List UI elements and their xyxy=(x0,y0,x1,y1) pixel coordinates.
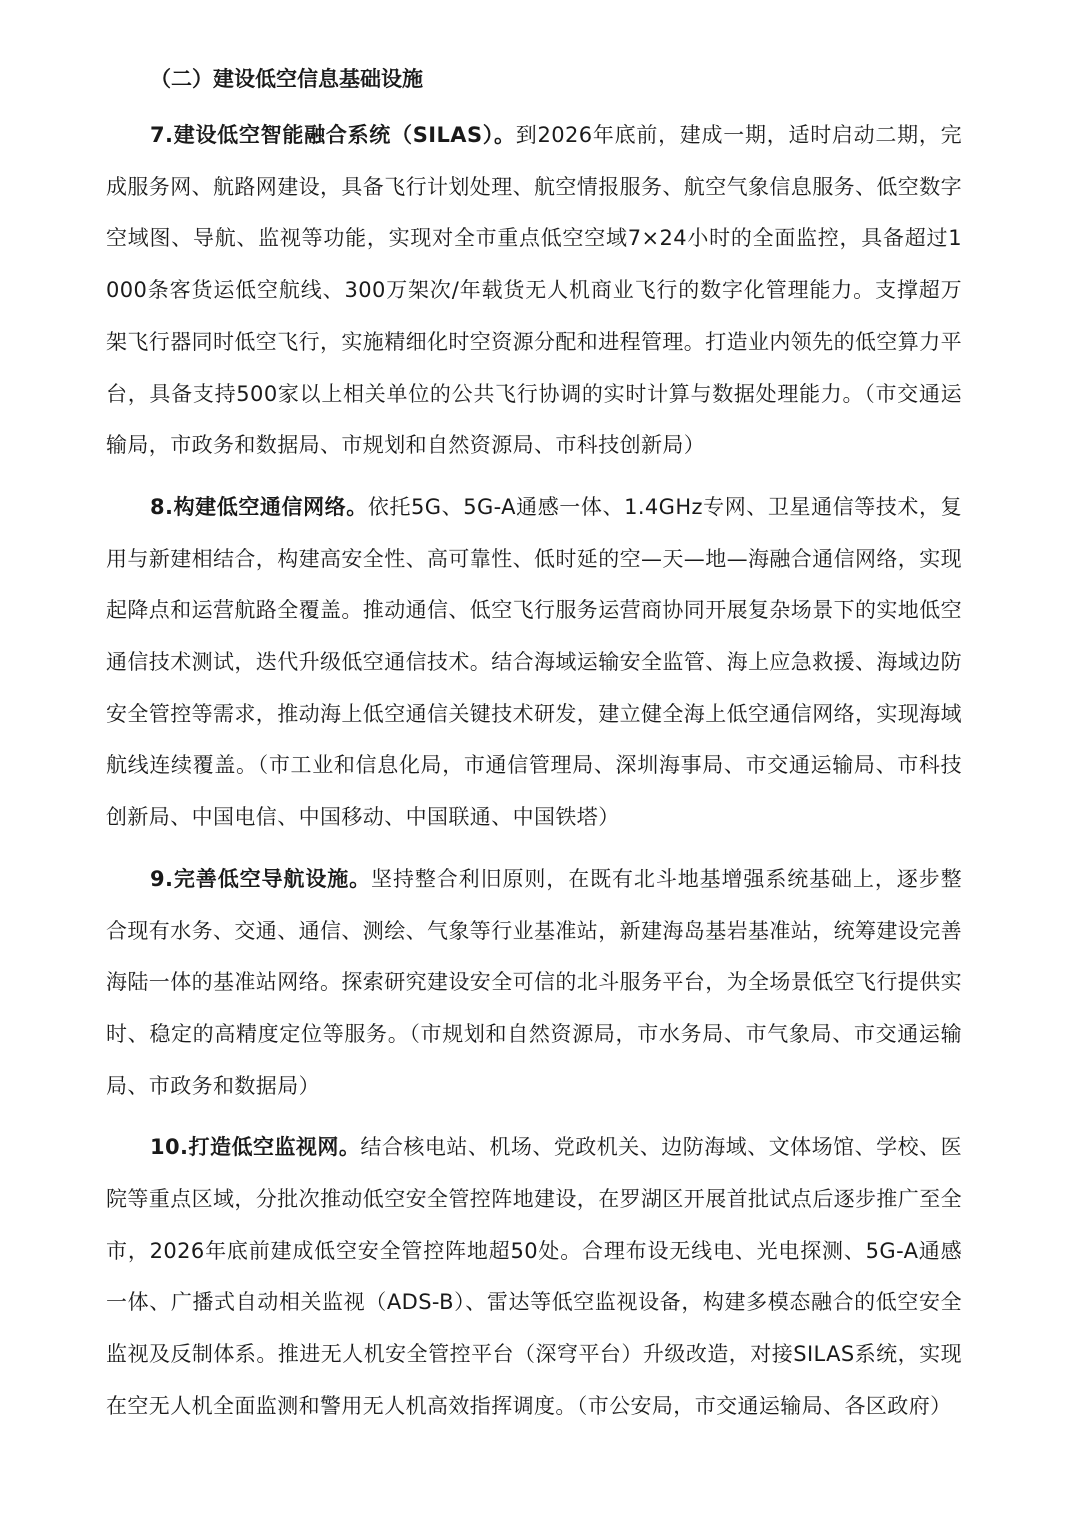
paragraph-body-text: 坚持整合利旧原则，在既有北斗地基增强系统基础上，逐步整合现有水务、交通、通信、测绘、气象等行业基准站，新建海岛基岩基准站，统筹建设完善海陆一体的基准站网络。探索研究建设安全可信的北斗服务平台，为全场景低空飞行提供实时、稳定的高精度定位等服务。（市规划和自然资源局，市水务局、市气象局、市交通运输局、市政务和数据局） xyxy=(106,866,962,1098)
paragraph-8-communication-network xyxy=(106,482,962,844)
paragraph-lead-title: 10.打造低空监视网。 xyxy=(150,1135,361,1160)
paragraph-9-navigation-facilities xyxy=(106,854,962,1113)
paragraph-body-text: 依托5G、5G-A通感一体、1.4GHz专网、卫星通信等技术，复用与新建相结合，构建高安全性、高可靠性、低时延的空—天—地—海融合通信网络，实现起降点和运营航路全覆盖。推动通信、低空飞行服务运营商协同开展复杂场景下的实地低空通信技术测试，迭代升级低空通信技术。结合海域运输安全监管、海上应急救援、海域边防安全管控等需求，推动海上低空通信关键技术研发，建立健全海上低空通信网络，实现海域航线连续覆盖。（市工业和信息化局，市通信管理局、深圳海事局、市交通运输局、市科技创新局、中国电信、中国移动、中国联通、中国铁塔） xyxy=(106,494,962,830)
paragraph-lead-title: 7.建设低空智能融合系统（SILAS）。 xyxy=(150,123,516,147)
paragraph-7-silas xyxy=(106,110,962,472)
paragraph-body-text: 到2026年底前，建成一期，适时启动二期，完成服务网、航路网建设，具备飞行计划处理、航空情报服务、航空气象信息服务、低空数字空域图、导航、监视等功能，实现对全市重点低空空域7×24小时的全面监控，具备超过1000条客货运低空航线、300万架次/年载货无人机商业飞行的数字化管理能力。支撑超万架飞行器同时低空飞行，实施精细化时空资源分配和进程管理。打造业内领先的低空算力平台，具备支持500家以上相关单位的公共飞行协调的实时计算与数据处理能力。（市交通运输局，市政务和数据局、市规划和自然资源局、市科技创新局） xyxy=(106,123,962,458)
section-heading: （二）建设低空信息基础设施 xyxy=(150,67,423,91)
paragraph-body-text: 结合核电站、机场、党政机关、边防海域、文体场馆、学校、医院等重点区域，分批次推动低空安全管控阵地建设，在罗湖区开展首批试点后逐步推广至全市，2026年底前建成低空安全管控阵地超50处。合理布设无线电、光电探测、5G-A通感一体、广播式自动相关监视（ADS-B）、雷达等低空监视设备，构建多模态融合的低空安全监视及反制体系。推进无人机安全管控平台（深穹平台）升级改造，对接SILAS系统，实现在空无人机全面监测和警用无人机高效指挥调度。（市公安局，市交通运输局、各区政府） xyxy=(106,1135,962,1418)
paragraph-lead-title: 8.构建低空通信网络。 xyxy=(150,494,368,519)
paragraph-10-surveillance-network xyxy=(106,1122,962,1432)
paragraph-lead-title: 9.完善低空导航设施。 xyxy=(150,866,372,891)
